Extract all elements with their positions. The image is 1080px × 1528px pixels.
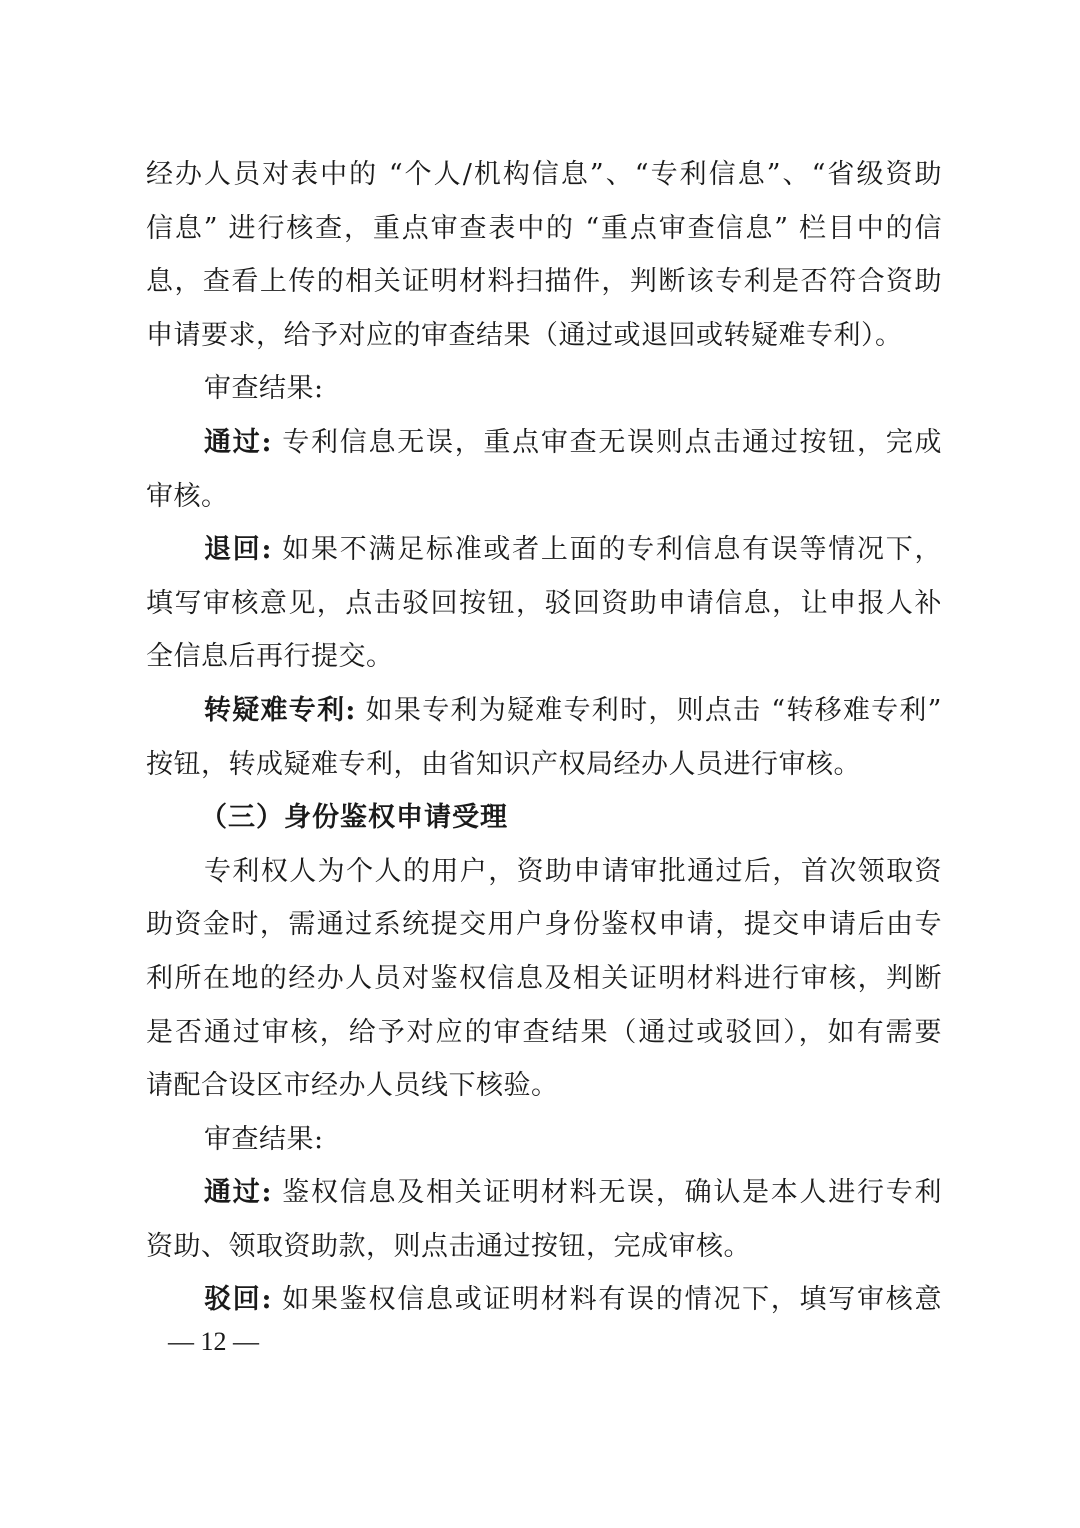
- return-text: 如果不满足标准或者上面的专利信息有误等情况下，: [271, 534, 942, 566]
- paragraph-line: 专利权人为个人的用户，资助申请审批通过后，首次领取资: [204, 855, 942, 887]
- paragraph-line: 利所在地的经办人员对鉴权信息及相关证明材料进行审核，判断: [146, 962, 942, 994]
- pass-paragraph: [146, 416, 942, 470]
- review-result-label: 审查结果:: [204, 373, 324, 405]
- paragraph-line: 资助、领取资助款，则点击通过按钮，完成审核。: [146, 1230, 751, 1262]
- paragraph-line: 全信息后再行提交。: [146, 641, 394, 673]
- pass-label: 通过:: [204, 1177, 272, 1209]
- section-heading: （三）身份鉴权申请受理: [200, 802, 508, 834]
- paragraph-line: 请配合设区市经办人员线下核验。: [146, 1070, 559, 1102]
- reject-label: 驳回:: [204, 1284, 272, 1316]
- paragraph-line: 经办人员对表中的 “个人/机构信息”、“专利信息”、“省级资助: [146, 159, 942, 190]
- pass-text: 专利信息无误，重点审查无误则点击通过按钮，完成: [271, 426, 942, 458]
- paragraph-line: 填写审核意见，点击驳回按钮，驳回资助申请信息，让申报人补: [146, 587, 942, 619]
- paragraph-line: 助资金时，需通过系统提交用户身份鉴权申请，提交申请后由专: [146, 909, 942, 941]
- page-number: — 12 —: [168, 1327, 259, 1356]
- return-paragraph: [146, 523, 942, 577]
- document-body: [146, 148, 942, 1327]
- paragraph-line: 信息” 进行核查，重点审查表中的 “重点审查信息” 栏目中的信: [146, 212, 942, 244]
- paragraph-line: 按钮，转成疑难专利，由省知识产权局经办人员进行审核。: [146, 748, 861, 780]
- paragraph-line: 是否通过审核，给予对应的审查结果（通过或驳回），如有需要: [146, 1016, 942, 1048]
- paragraph-line: 息，查看上传的相关证明材料扫描件，判断该专利是否符合资助: [146, 266, 942, 298]
- paragraph-line: 审核。: [146, 480, 229, 512]
- difficult-text: 如果专利为疑难专利时，则点击 “转移难专利”: [355, 694, 942, 726]
- review-result-label: 审查结果:: [204, 1123, 324, 1155]
- pass-paragraph: [146, 1166, 942, 1220]
- difficult-label: 转疑难专利:: [204, 694, 356, 726]
- difficult-paragraph: [146, 684, 942, 738]
- pass-text: 鉴权信息及相关证明材料无误，确认是本人进行专利: [271, 1177, 942, 1209]
- pass-label: 通过:: [204, 426, 272, 458]
- reject-paragraph: [146, 1273, 942, 1327]
- reject-text: 如果鉴权信息或证明材料有误的情况下，填写审核意: [271, 1284, 942, 1316]
- paragraph-line: 申请要求，给予对应的审查结果（通过或退回或转疑难专利）。: [146, 319, 903, 351]
- return-label: 退回:: [204, 534, 272, 566]
